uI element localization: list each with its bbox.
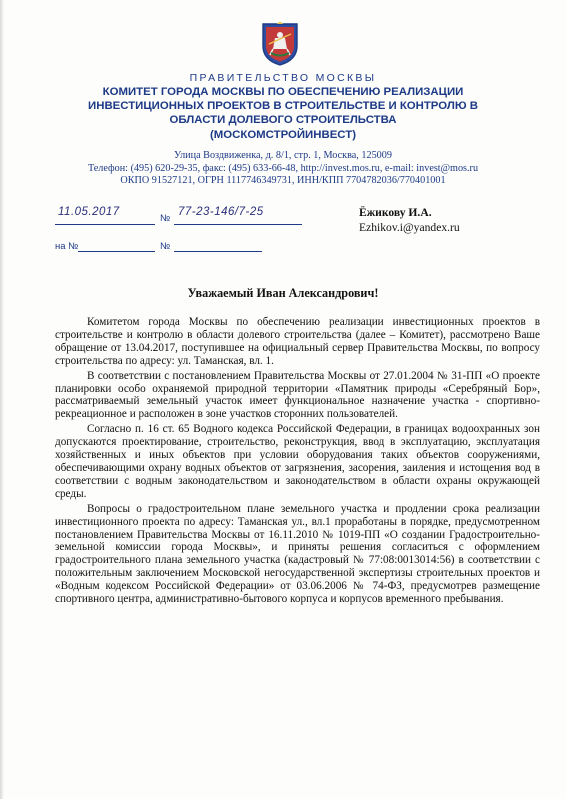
committee-name-line: (МОСКОМСТРОЙИНВЕСТ) [210, 128, 356, 141]
reference-label: на № [55, 241, 79, 252]
outgoing-number: 77-23-146/7-25 [178, 206, 264, 218]
moscow-coat-of-arms-icon [261, 22, 299, 66]
contact-block [0, 150, 566, 188]
body-paragraph: В соответствии с постановлением Правительства Москвы от 27.01.2004 № 31-ПП «О проекте планировки особо охраняемой природной территории «Памятник природы «Серебряный Бор», рассматриваемый земельный участок имеет функциональное назначение участка - спортивно-рекреационное и расположен в зоне участков сторонних пользователей. [55, 369, 540, 421]
recipient-name: Ёжикову И.А. [359, 206, 432, 219]
outgoing-date: 11.05.2017 [58, 206, 120, 218]
committee-name-line: ИНВЕСТИЦИОННЫХ ПРОЕКТОВ В СТРОИТЕЛЬСТВЕ И КОНТРОЛЮ В [88, 100, 478, 113]
reference-date-underline [78, 251, 155, 252]
address-line: Улица Воздвиженка, д. 8/1, стр. 1, Москва, 125009 [174, 150, 392, 161]
scan-edge-shadow [0, 0, 4, 799]
outgoing-number-sign: № [160, 213, 171, 224]
committee-name [40, 85, 526, 142]
body-paragraph: Комитетом города Москвы по обеспечению реализации инвестиционных проектов в строительстве и контролю в области долевого строительства (далее – Комитет), рассмотрено Ваше обращение от 13.04.2017, поступившее на официальный сервер Правительства Москвы, по вопросу строительства по адресу: ул. Таманская, вл. 1. [55, 316, 540, 367]
number-underline [174, 224, 302, 225]
committee-name-line: КОМИТЕТ ГОРОДА МОСКВЫ ПО ОБЕСПЕЧЕНИЮ РЕАЛИЗАЦИИ [102, 86, 464, 98]
body-paragraph: Вопросы о градостроительном плане земельного участка и продлении срока реализации инвестиционного проекта по адресу: Таманская ул., вл.1 проработаны в порядке, предусмотренном постановлением Правительства Москвы от 16.11.2010 № 1019-ПП «О создании Градостроительно-земельной комиссии города Москвы», и приняты решения согласиться с оформлением градостроительного плана земельного участка (кадастровый № 77:08:0013014:56) в соответствии с положительным заключением Московской негосударственной экспертизы строительных проектов и «Водным кодексом Российской Федерации» от 03.06.2006 № 74-ФЗ, предусмотрев размещение спортивного центра, административно-бытового корпуса и корпусов временного пребывания. [55, 502, 540, 606]
greeting: Уважаемый Иван Александрович! [187, 286, 379, 300]
reference-number-sign: № [160, 241, 171, 252]
recipient-block [359, 205, 460, 235]
codes-line: ОКПО 91527121, ОГРН 1117746349731, ИНН/КПП 7704782036/770401001 [120, 175, 446, 187]
government-title: ПРАВИТЕЛЬСТВО МОСКВЫ [189, 72, 377, 84]
recipient-email: Ezhikov.i@yandex.ru [359, 221, 460, 234]
body-paragraph: Согласно п. 16 ст. 65 Водного кодекса Российской Федерации, в границах водоохранных зон допускаются проектирование, строительство, реконструкция, ввод в эксплуатацию, эксплуатация хозяйственных и иных объектов при условии оборудования таких объектов сооружениями, обеспечивающими охрану водных объектов от загрязнения, засорения, заиления и истощения вод в соответствии с водным законодательством и законодательством в области охраны окружающей среды. [55, 423, 540, 500]
reference-number-underline [174, 251, 262, 252]
date-underline [55, 224, 155, 225]
letter-body [55, 316, 540, 608]
phones-line: Телефон: (495) 620-29-35, факс: (495) 633-66-48, http://invest.mos.ru, e-mail: invest@mos.ru [87, 162, 479, 174]
committee-name-line: ОБЛАСТИ ДОЛЕВОГО СТРОИТЕЛЬСТВА [169, 114, 397, 127]
